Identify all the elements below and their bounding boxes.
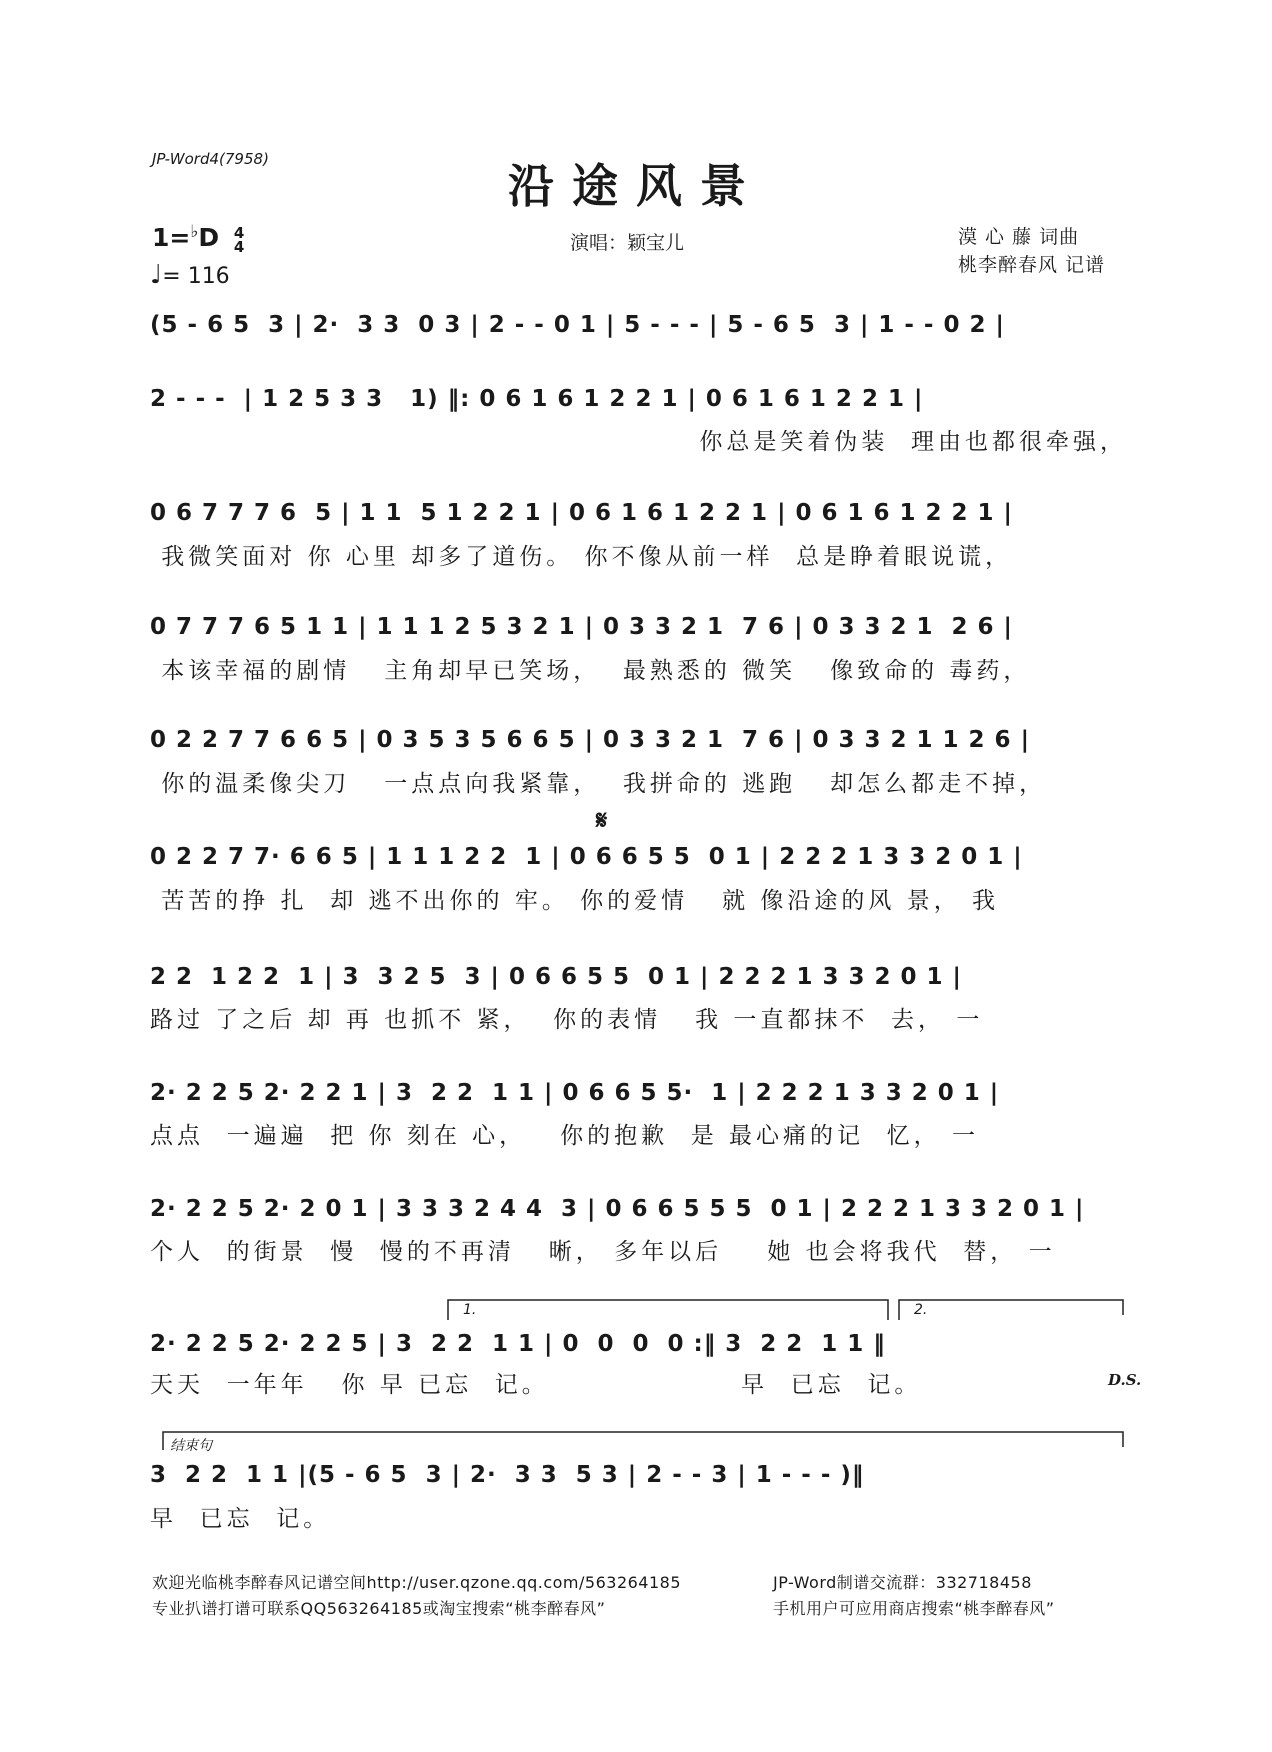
notation-line-6: 0 2 2 7 7· 6 6 5 | 1 1 1 2 2 1 | 0 6 6 5 5 0 1 | 2 2 2 1 3 3 2 0 1 | — [150, 844, 1023, 870]
key-prefix: 1= — [152, 223, 191, 252]
notation-line-5: 0 2 2 7 7 6 6 5 | 0 3 5 3 5 6 6 5 | 0 3 3 2 1 7 6 | 0 3 3 2 1 1 2 6 | — [150, 727, 1030, 753]
time-bottom: 4 — [233, 238, 245, 256]
footer-group: JP-Word制谱交流群：332718458 — [773, 1573, 1032, 1592]
footer-app-search: 手机用户可应用商店搜索“桃李醉春风” — [773, 1599, 1055, 1618]
notation-line-3: 0 6 7 7 7 6 5 | 1 1 5 1 2 2 1 | 0 6 1 6 1 2 2 1 | 0 6 1 6 1 2 2 1 | — [150, 500, 1013, 526]
footer-contact: 专业扒谱打谱可联系QQ563264185或淘宝搜索“桃李醉春风” — [152, 1599, 606, 1618]
dal-segno-mark: D.S. — [1108, 1371, 1142, 1389]
footer-website: 欢迎光临桃李醉春风记谱空间http://user.qzone.qq.com/563264185 — [152, 1573, 682, 1592]
quarter-note-icon: ♩ — [150, 260, 163, 290]
software-version: JP-Word4(7958) — [152, 150, 269, 168]
lyric-line-7: 路过 了之后 却 再 也抓不 紧， 你的表情 我 一直都抹不 去， 一 — [150, 1007, 984, 1033]
notation-line-4: 0 7 7 7 6 5 1 1 | 1 1 1 2 5 3 2 1 | 0 3 3 2 1 7 6 | 0 3 3 2 1 2 6 | — [150, 614, 1013, 640]
lyric-line-11: 早 已忘 记。 — [150, 1506, 331, 1532]
lyric-line-9: 个人 的街景 慢 慢的不再清 晰， 多年以后 她 也会将我代 替， 一 — [150, 1239, 1056, 1265]
transcriber: 桃李醉春风 记谱 — [958, 254, 1106, 276]
lyric-line-6: 苦苦的挣 扎 却 逃不出你的 牢。 你的爱情 就 像沿途的风 景， 我 — [150, 888, 1000, 914]
key-note: D — [198, 223, 220, 252]
time-top: 4 — [233, 224, 245, 242]
lyric-line-3: 我微笑面对 你 心里 却多了道伤。 你不像从前一样 总是睁着眼说谎， — [150, 544, 1013, 570]
segno-sign: 𝄋 — [596, 806, 608, 836]
notation-line-9: 2· 2 2 5 2· 2 0 1 | 3 3 3 2 4 4 3 | 0 6 6 5 5 5 0 1 | 2 2 2 1 3 3 2 0 1 | — [150, 1196, 1085, 1222]
lyric-line-8: 点点 一遍遍 把 你 刻在 心， 你的抱歉 是 最心痛的记 忆， 一 — [150, 1123, 979, 1149]
lyric-line-4: 本该幸福的剧情 主角却早已笑场， 最熟悉的 微笑 像致命的 毒药， — [150, 658, 1031, 684]
volta-first: 1. — [463, 1302, 477, 1318]
lyricist-composer: 漠 心 藤 词曲 — [958, 226, 1080, 248]
notation-line-2: 2 - - - | 1 2 5 3 3 1) ‖: 0 6 1 6 1 2 2 1 | 0 6 1 6 1 2 2 1 | — [150, 386, 924, 412]
lyric-line-10: 天天 一年年 你 早 已忘 记。 早 已忘 记。 — [150, 1372, 922, 1398]
tempo-value: = 116 — [162, 264, 230, 289]
notation-line-11: 3 2 2 1 1 |(5 - 6 5 3 | 2· 3 3 5 3 | 2 - - 3 | 1 - - - )‖ — [150, 1462, 865, 1488]
coda-label: 结束句 — [170, 1438, 212, 1454]
notation-line-10: 2· 2 2 5 2· 2 2 5 | 3 2 2 1 1 | 0 0 0 0 :‖ 3 2 2 1 1 ‖ — [150, 1331, 886, 1357]
flat-sign: ♭ — [190, 222, 199, 242]
volta-second: 2. — [914, 1302, 928, 1318]
notation-line-8: 2· 2 2 5 2· 2 2 1 | 3 2 2 1 1 | 0 6 6 5 5· 1 | 2 2 2 1 3 3 2 0 1 | — [150, 1080, 1000, 1106]
song-title: 沿途风景 — [508, 159, 764, 213]
lyric-line-5: 你的温柔像尖刀 一点点向我紧靠， 我拼命的 逃跑 却怎么都走不掉， — [150, 771, 1047, 797]
notation-line-7: 2 2 1 2 2 1 | 3 3 2 5 3 | 0 6 6 5 5 0 1 | 2 2 2 1 3 3 2 0 1 | — [150, 964, 962, 990]
singer: 演唱：颖宝儿 — [570, 232, 685, 254]
notation-line-1: (5 - 6 5 3 | 2· 3 3 0 3 | 2 - - 0 1 | 5 - - - | 5 - 6 5 3 | 1 - - 0 2 | — [150, 312, 1005, 338]
lyric-line-2: 你总是笑着伪装 理由也都很牵强， — [699, 429, 1127, 455]
